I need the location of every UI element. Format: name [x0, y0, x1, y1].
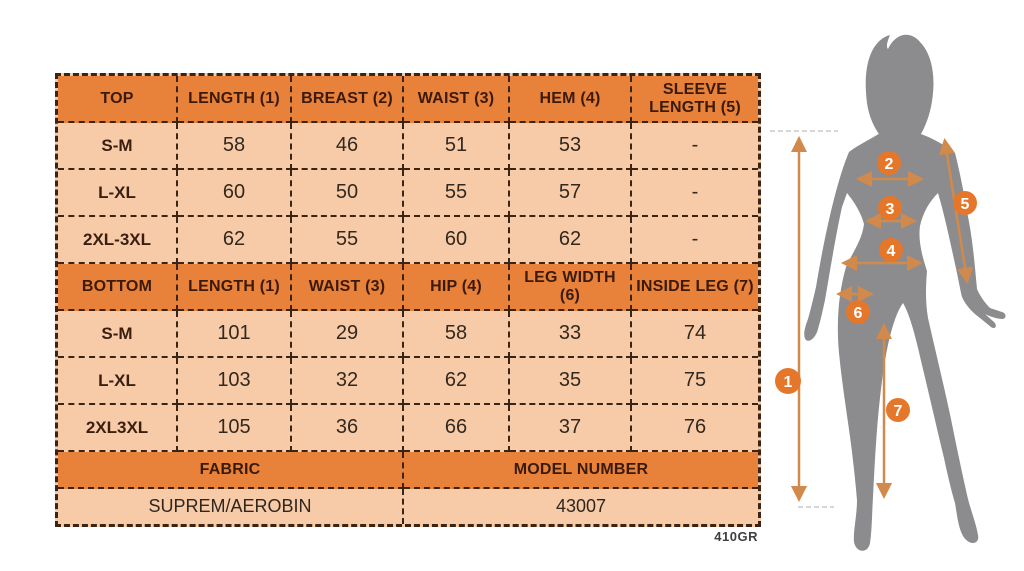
value-cell: 51	[404, 123, 510, 170]
svg-text:3: 3	[885, 201, 895, 218]
fabric-value-cell: SUPREM/AEROBIN	[58, 489, 404, 524]
svg-text:4: 4	[886, 243, 896, 260]
measurement-figure	[768, 0, 1024, 571]
value-cell: 62	[178, 217, 292, 264]
marker-1	[775, 368, 801, 394]
value-cell: -	[632, 123, 758, 170]
header-cell-waist-b: WAIST (3)	[292, 264, 404, 311]
size-label-cell: L-XL	[58, 170, 178, 217]
header-cell-length-b: LENGTH (1)	[178, 264, 292, 311]
value-cell: 74	[632, 311, 758, 358]
header-cell-hip: HIP (4)	[404, 264, 510, 311]
value-cell: 36	[292, 405, 404, 452]
header-cell-hem: HEM (4)	[510, 76, 632, 123]
svg-text:1: 1	[783, 374, 793, 391]
value-cell: 35	[510, 358, 632, 405]
marker-4	[879, 238, 903, 262]
value-cell: 62	[404, 358, 510, 405]
size-label-cell: S-M	[58, 123, 178, 170]
header-cell-waist: WAIST (3)	[404, 76, 510, 123]
model-number-cell: 43007	[404, 489, 758, 524]
header-cell-bottom: BOTTOM	[58, 264, 178, 311]
value-cell: 50	[292, 170, 404, 217]
svg-text:7: 7	[893, 403, 903, 420]
marker-3	[878, 196, 902, 220]
size-table	[55, 73, 761, 527]
svg-text:5: 5	[960, 196, 970, 213]
svg-text:2: 2	[884, 156, 894, 173]
header-cell-model-number: MODEL NUMBER	[404, 452, 758, 489]
svg-text:6: 6	[853, 305, 863, 322]
value-cell: 58	[404, 311, 510, 358]
header-cell-sleeve-length: SLEEVE LENGTH (5)	[632, 76, 758, 123]
value-cell: 53	[510, 123, 632, 170]
value-cell: -	[632, 217, 758, 264]
size-label-cell: 2XL-3XL	[58, 217, 178, 264]
value-cell: 55	[404, 170, 510, 217]
marker-5	[953, 191, 977, 215]
size-label-cell: S-M	[58, 311, 178, 358]
value-cell: 62	[510, 217, 632, 264]
value-cell: 60	[178, 170, 292, 217]
size-label-cell: 2XL3XL	[58, 405, 178, 452]
value-cell: 57	[510, 170, 632, 217]
value-cell: 75	[632, 358, 758, 405]
value-cell: 60	[404, 217, 510, 264]
header-cell-top: TOP	[58, 76, 178, 123]
value-cell: 32	[292, 358, 404, 405]
value-cell: 55	[292, 217, 404, 264]
marker-6	[846, 300, 870, 324]
value-cell: 101	[178, 311, 292, 358]
size-label-cell: L-XL	[58, 358, 178, 405]
value-cell: 66	[404, 405, 510, 452]
header-cell-breast: BREAST (2)	[292, 76, 404, 123]
marker-7	[886, 398, 910, 422]
value-cell: 58	[178, 123, 292, 170]
value-cell: 33	[510, 311, 632, 358]
value-cell: 46	[292, 123, 404, 170]
header-cell-leg-width: LEG WIDTH (6)	[510, 264, 632, 311]
header-cell-inside-leg: INSIDE LEG (7)	[632, 264, 758, 311]
value-cell: 29	[292, 311, 404, 358]
marker-2	[877, 151, 901, 175]
value-cell: 103	[178, 358, 292, 405]
header-cell-length: LENGTH (1)	[178, 76, 292, 123]
value-cell: -	[632, 170, 758, 217]
value-cell: 76	[632, 405, 758, 452]
weight-footnote: 410GR	[714, 529, 758, 544]
value-cell: 105	[178, 405, 292, 452]
value-cell: 37	[510, 405, 632, 452]
header-cell-fabric: FABRIC	[58, 452, 404, 489]
